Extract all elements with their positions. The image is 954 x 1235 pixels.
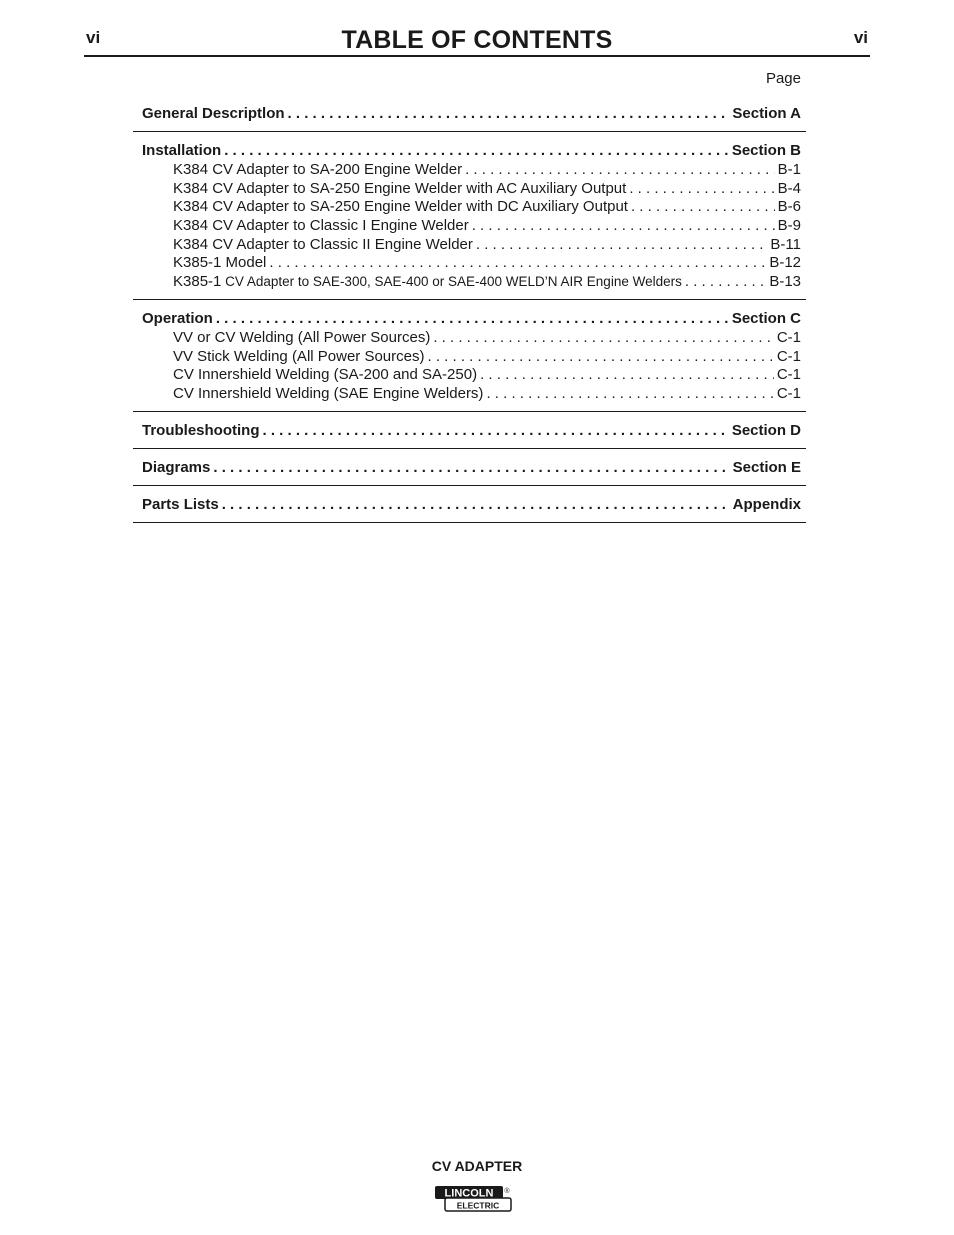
toc-subentry-title: VV or CV Welding (All Power Sources) bbox=[173, 328, 431, 346]
toc-subentry-title: K384 CV Adapter to Classic II Engine Welder bbox=[173, 235, 473, 253]
toc-entry-title: Operation bbox=[142, 309, 213, 327]
toc-subentry-page: C-1 bbox=[776, 328, 801, 346]
dot-leader bbox=[430, 329, 774, 346]
dot-leader bbox=[462, 161, 775, 178]
toc-subentry-page: B-11 bbox=[770, 235, 801, 253]
toc-subentry-title: K384 CV Adapter to SA-250 Engine Welder with DC Auxiliary Output bbox=[173, 198, 628, 216]
logo-text-top: LINCOLN bbox=[444, 1187, 494, 1200]
toc-subentry-page: C-1 bbox=[776, 366, 801, 384]
dot-leader bbox=[626, 180, 774, 197]
toc-subentry[interactable] bbox=[142, 366, 801, 385]
toc-entry-page: Section B bbox=[731, 142, 801, 159]
toc-entry[interactable] bbox=[142, 459, 801, 478]
toc-subentry-page: B-1 bbox=[777, 161, 801, 178]
lincoln-electric-logo bbox=[434, 1185, 512, 1213]
toc-subentry-title: CV Innershield Welding (SA-200 and SA-250) bbox=[173, 366, 478, 384]
toc-subentry[interactable] bbox=[142, 161, 801, 180]
toc-subentry-title: K385-1 Model bbox=[173, 254, 267, 272]
toc-subentry-page: B-4 bbox=[777, 179, 801, 197]
toc-subentry-title: VV Stick Welding (All Power Sources) bbox=[173, 347, 425, 365]
logo-text-bottom: ELECTRIC bbox=[456, 1200, 500, 1211]
toc-section-installation bbox=[133, 132, 806, 300]
dot-leader bbox=[285, 105, 730, 122]
toc-subentry-page: B-12 bbox=[769, 254, 801, 272]
table-of-contents bbox=[133, 95, 806, 523]
toc-entry[interactable] bbox=[142, 105, 801, 124]
toc-section-troubleshooting bbox=[133, 412, 806, 449]
page-title: TABLE OF CONTENTS bbox=[341, 26, 613, 54]
toc-entry-page: Appendix bbox=[732, 495, 801, 513]
toc-subentry-page: B-9 bbox=[777, 217, 801, 235]
page-header bbox=[84, 22, 870, 57]
toc-entry-page: Section D bbox=[731, 421, 801, 439]
toc-subentry[interactable] bbox=[142, 236, 801, 255]
dot-leader bbox=[210, 459, 729, 476]
toc-entry[interactable] bbox=[142, 142, 801, 161]
toc-entry-title: Installation bbox=[142, 142, 222, 159]
toc-subentry-title: K384 CV Adapter to SA-250 Engine Welder with AC Auxiliary Output bbox=[173, 179, 627, 197]
toc-subentry[interactable] bbox=[142, 180, 801, 199]
toc-entry[interactable] bbox=[142, 422, 801, 441]
toc-entry-title: General Descriptlon bbox=[142, 105, 285, 122]
toc-subentry[interactable] bbox=[142, 217, 801, 236]
toc-entry-title: Diagrams bbox=[142, 458, 211, 476]
dot-leader bbox=[628, 198, 775, 215]
dot-leader bbox=[469, 217, 775, 234]
dot-leader bbox=[682, 273, 766, 290]
footer-product-title: CV ADAPTER bbox=[431, 1158, 523, 1174]
toc-subentry-title: CV Innershield Welding (SAE Engine Welders) bbox=[173, 384, 484, 402]
dot-leader bbox=[266, 254, 766, 271]
page-number-right: vi bbox=[853, 28, 868, 47]
dot-leader bbox=[213, 310, 729, 327]
toc-section-diagrams bbox=[133, 449, 806, 486]
toc-subentry-page: C-1 bbox=[776, 384, 801, 402]
toc-subentry-page: B-13 bbox=[769, 273, 801, 291]
toc-entry[interactable] bbox=[142, 310, 801, 329]
dot-leader bbox=[477, 366, 774, 383]
dot-leader bbox=[221, 142, 729, 159]
page-number-left: vi bbox=[86, 28, 101, 47]
page-column-label: Page bbox=[765, 70, 801, 87]
toc-entry-page: Section C bbox=[731, 309, 801, 327]
toc-subentry-title-rest: CV Adapter to SAE-300, SAE-400 or SAE-400 WELD’N AIR Engine Welders bbox=[221, 274, 682, 290]
toc-subentry-title bbox=[173, 273, 682, 290]
dot-leader bbox=[260, 422, 729, 439]
toc-section-operation bbox=[133, 300, 806, 412]
toc-entry-page: Section A bbox=[732, 105, 801, 122]
toc-subentry[interactable] bbox=[142, 385, 801, 404]
toc-entry-title: Parts Lists bbox=[142, 495, 219, 513]
toc-subentry-page: B-6 bbox=[777, 198, 801, 216]
toc-section-general-description bbox=[133, 95, 806, 132]
toc-subentry[interactable] bbox=[142, 273, 801, 292]
toc-subentry[interactable] bbox=[142, 329, 801, 348]
toc-subentry-title: K384 CV Adapter to Classic I Engine Welder bbox=[173, 217, 469, 235]
toc-subentry[interactable] bbox=[142, 348, 801, 367]
toc-section-parts-lists bbox=[133, 486, 806, 523]
toc-subentry-title-model: K385-1 bbox=[173, 273, 222, 291]
toc-subentry-title: K384 CV Adapter to SA-200 Engine Welder bbox=[173, 161, 463, 178]
toc-subentry-page: C-1 bbox=[776, 347, 801, 365]
toc-entry-title: Troubleshooting bbox=[142, 421, 260, 439]
dot-leader bbox=[473, 236, 768, 253]
dot-leader bbox=[219, 496, 730, 513]
toc-entry-page: Section E bbox=[732, 458, 801, 476]
dot-leader bbox=[424, 348, 773, 365]
toc-subentry[interactable] bbox=[142, 198, 801, 217]
toc-entry[interactable] bbox=[142, 496, 801, 515]
registered-mark: ® bbox=[504, 1188, 510, 1195]
dot-leader bbox=[483, 385, 773, 402]
toc-subentry[interactable] bbox=[142, 254, 801, 273]
